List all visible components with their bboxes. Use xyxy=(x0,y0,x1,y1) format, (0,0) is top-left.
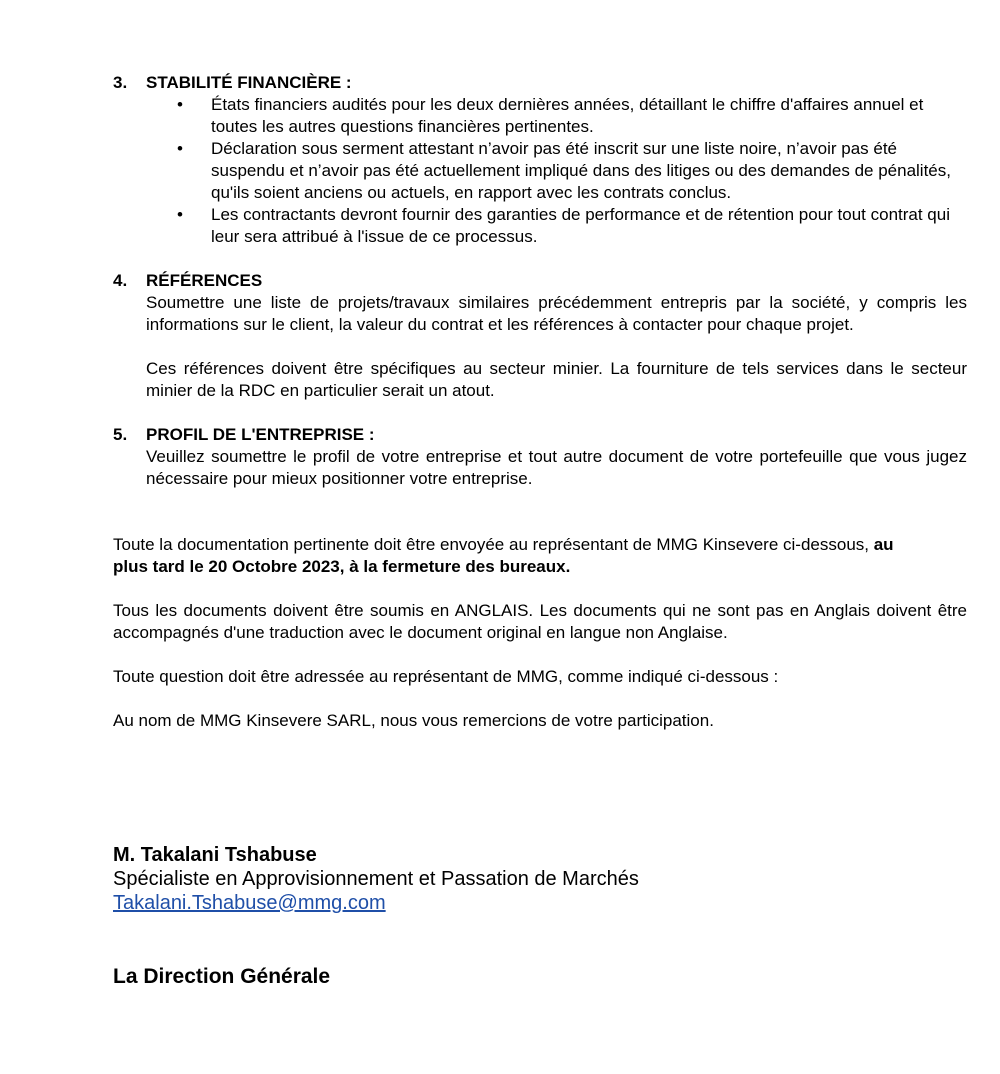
section-paragraph: Veuillez soumettre le profil de votre entreprise et tout autre document de votre portefeuille que vous jugez nécessaire pour mieux positionner votre entreprise. xyxy=(146,447,967,488)
list-item xyxy=(113,204,967,248)
thanks-paragraph: Au nom de MMG Kinsevere SARL, nous vous remercions de votre participation. xyxy=(113,711,714,730)
document-body xyxy=(113,72,967,732)
deadline-bold: au plus tard le 20 Octobre 2023, à la fermeture des bureaux. xyxy=(113,535,894,576)
bullet-text: États financiers audités pour les deux dernières années, détaillant le chiffre d'affaires annuel et toutes les autres questions financières pertinentes. xyxy=(211,95,924,136)
section-5 xyxy=(113,424,967,490)
section-4 xyxy=(113,270,967,402)
section-title: PROFIL DE L'ENTREPRISE : xyxy=(146,425,375,444)
deadline-paragraph xyxy=(113,534,967,578)
section-number: 3. xyxy=(113,73,128,92)
signatory-name: M. Takalani Tshabuse xyxy=(113,844,317,866)
questions-paragraph: Toute question doit être adressée au représentant de MMG, comme indiqué ci-dessous : xyxy=(113,667,779,686)
signatory-role: Spécialiste en Approvisionnement et Passation de Marchés xyxy=(113,868,639,890)
bullet-icon: • xyxy=(177,95,183,114)
list-item xyxy=(113,94,967,138)
bullet-icon: • xyxy=(177,139,183,158)
section-paragraph: Ces références doivent être spécifiques au secteur minier. La fourniture de tels services dans le secteur minier de la RDC en particulier serait un atout. xyxy=(146,359,967,400)
bullet-list xyxy=(113,94,967,248)
signatory-email-link[interactable]: Takalani.Tshabuse@mmg.com xyxy=(113,892,386,914)
section-3 xyxy=(113,72,967,248)
section-title: STABILITÉ FINANCIÈRE : xyxy=(146,73,352,92)
bullet-icon: • xyxy=(177,205,183,224)
list-item xyxy=(113,138,967,204)
section-paragraph: Soumettre une liste de projets/travaux similaires précédemment entrepris par la société, y compris les informations sur le client, la valeur du contrat et les références à contacter pour chaque projet. xyxy=(146,293,967,334)
section-content xyxy=(146,424,967,490)
signature-block xyxy=(113,843,639,915)
bullet-text: Déclaration sous serment attestant n’avoir pas été inscrit sur une liste noire, n’avoir pas été suspendu et n’avoir pas été actuellement impliqué dans des litiges ou des demandes de pénalités, qu'ils soient anciens ou actuels, en rapport avec les contrats conclus. xyxy=(211,139,951,202)
section-content xyxy=(146,270,967,402)
direction-heading: La Direction Générale xyxy=(113,965,331,988)
section-number: 5. xyxy=(113,425,128,444)
section-title: RÉFÉRENCES xyxy=(146,271,263,290)
language-paragraph: Tous les documents doivent être soumis en ANGLAIS. Les documents qui ne sont pas en Anglais doivent être accompagnés d'une traduction avec le document original en langue non Anglaise. xyxy=(113,601,967,642)
bullet-text: Les contractants devront fournir des garanties de performance et de rétention pour tout contrat qui leur sera attribué à l'issue de ce processus. xyxy=(211,205,950,246)
deadline-text: Toute la documentation pertinente doit être envoyée au représentant de MMG Kinsevere ci-dessous, xyxy=(113,535,874,554)
section-content xyxy=(146,72,967,248)
section-number: 4. xyxy=(113,271,128,290)
